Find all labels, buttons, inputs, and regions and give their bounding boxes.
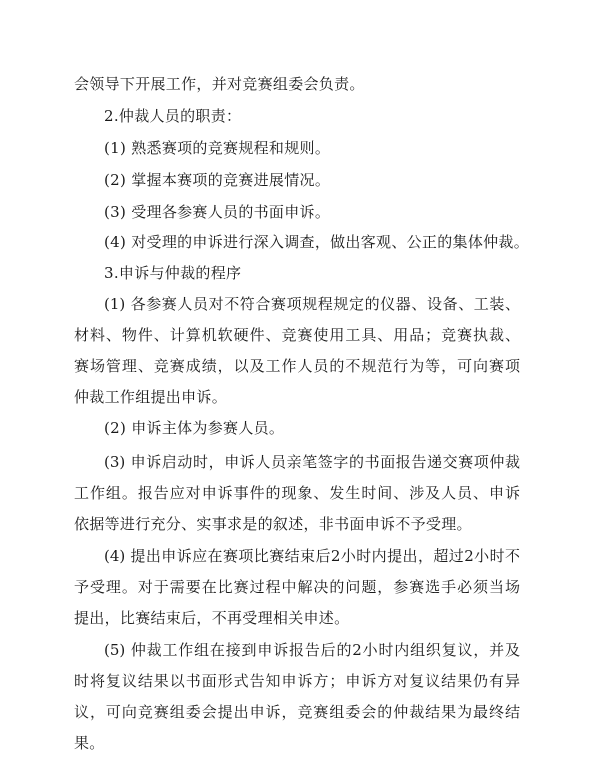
paragraph-line: 材料、物件、计算机软硬件、竞赛使用工具、用品；竞赛执裁、: [74, 326, 520, 344]
paragraph-line: 工作组。报告应对申诉事件的现象、发生时间、涉及人员、申诉: [74, 484, 520, 502]
list-item: (4) 对受理的申诉进行深入调查，做出客观、公正的集体仲裁。: [104, 233, 530, 251]
list-item: (2) 申诉主体为参赛人员。: [104, 419, 285, 437]
section-heading: 2.仲裁人员的职责：: [104, 107, 242, 125]
paragraph-line: (4) 提出申诉应在赛项比赛结束后2小时内提出，超过2小时不: [104, 547, 520, 565]
paragraph-line: (3) 申诉启动时，申诉人员亲笔签字的书面报告递交赛项仲裁: [104, 453, 520, 471]
paragraph-line: (1) 各参赛人员对不符合赛项规程规定的仪器、设备、工装、: [104, 295, 520, 313]
list-item: (3) 受理各参赛人员的书面申诉。: [104, 203, 331, 221]
paragraph-line: 果。: [74, 734, 105, 752]
list-item: (2) 掌握本赛项的竞赛进展情况。: [104, 171, 331, 189]
text-line: 会领导下开展工作，并对竞赛组委会负责。: [74, 75, 365, 93]
paragraph-line: (5) 仲裁工作组在接到申诉报告后的2小时内组织复议，并及: [104, 641, 520, 659]
paragraph-line: 予受理。对于需要在比赛过程中解决的问题，参赛选手必须当场: [74, 578, 520, 596]
paragraph-line: 提出，比赛结束后，不再受理相关申述。: [74, 609, 350, 627]
section-heading: 3.申诉与仲裁的程序: [104, 264, 242, 282]
list-item: (1) 熟悉赛项的竞赛规程和规则。: [104, 139, 331, 157]
paragraph-line: 仲裁工作组提出申诉。: [74, 388, 228, 406]
paragraph-line: 赛场管理、竞赛成绩，以及工作人员的不规范行为等，可向赛项: [74, 357, 520, 375]
paragraph-line: 依据等进行充分、实事求是的叙述，非书面申诉不予受理。: [74, 515, 472, 533]
paragraph-line: 议，可向竞赛组委会提出申诉，竞赛组委会的仲裁结果为最终结: [74, 703, 520, 721]
paragraph-line: 时将复议结果以书面形式告知申诉方；申诉方对复议结果仍有异: [74, 672, 520, 690]
